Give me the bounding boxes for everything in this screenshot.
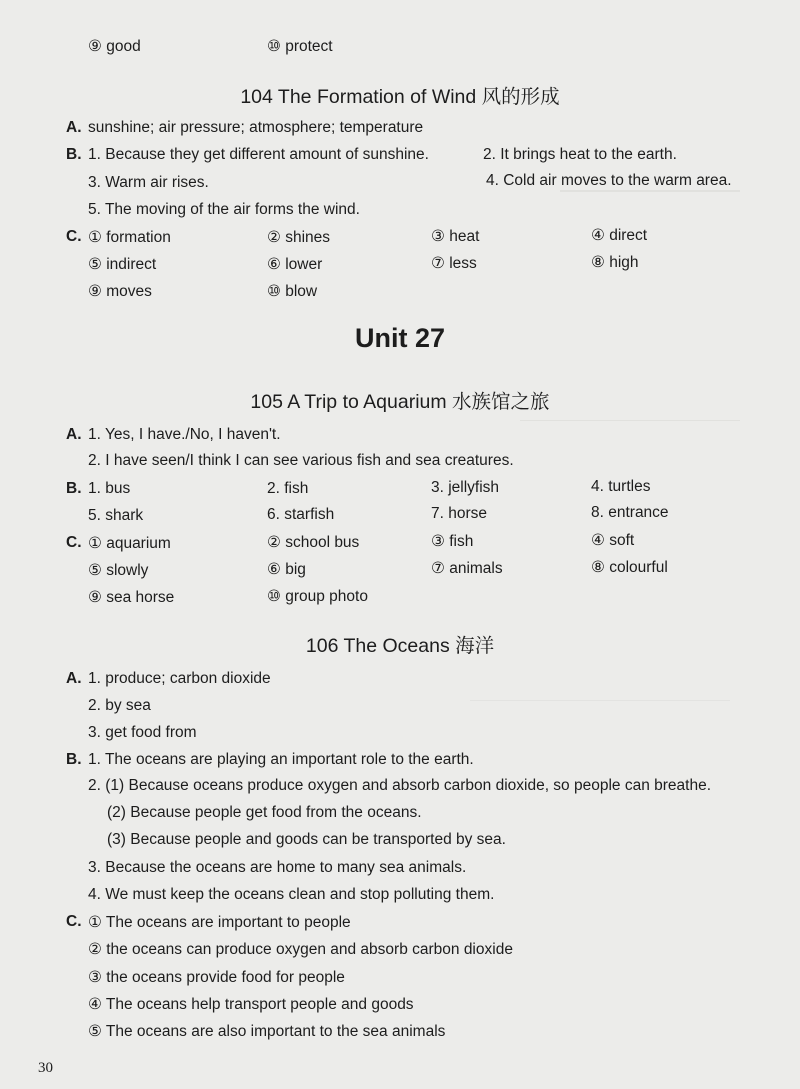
s105-B-item: 3. jellyfish bbox=[431, 479, 500, 496]
unit-heading: Unit 27 bbox=[354, 323, 446, 353]
s105-B-item: 8. entrance bbox=[591, 504, 669, 521]
s104-C-item: ⑦ less bbox=[431, 255, 477, 272]
bleed-through-decoration bbox=[520, 420, 740, 422]
s104-C-item: ⑤ indirect bbox=[88, 256, 157, 273]
section-106-title: 106 The Oceans 海洋 bbox=[305, 635, 495, 657]
s104-C-item: ⑩ blow bbox=[267, 283, 318, 300]
s104-C-item: ⑧ high bbox=[591, 254, 639, 271]
s105-B-item: 4. turtles bbox=[591, 478, 651, 495]
s105-C-item: ③ fish bbox=[431, 533, 474, 550]
s106-A3: 3. get food from bbox=[88, 724, 197, 741]
s104-B4: 4. Cold air moves to the warm area. bbox=[486, 172, 732, 189]
s106-B-label: B. bbox=[66, 751, 82, 768]
s106-C4: ④ The oceans help transport people and goods bbox=[88, 996, 414, 1013]
bleed-through-decoration bbox=[470, 700, 730, 702]
s104-B3: 3. Warm air rises. bbox=[88, 174, 209, 191]
s104-A-label: A. bbox=[66, 119, 82, 136]
s105-A-label: A. bbox=[66, 426, 82, 443]
s106-C-label: C. bbox=[66, 913, 82, 930]
s106-B1: 1. The oceans are playing an important role to the earth. bbox=[88, 751, 474, 768]
s105-B-item: 1. bus bbox=[88, 480, 131, 497]
s105-C-label: C. bbox=[66, 534, 82, 551]
s106-C5: ⑤ The oceans are also important to the sea animals bbox=[88, 1023, 446, 1040]
s105-B-label: B. bbox=[66, 480, 82, 497]
s104-C-label: C. bbox=[66, 228, 82, 245]
s106-B3: 3. Because the oceans are home to many sea animals. bbox=[88, 859, 467, 876]
s104-C-item: ③ heat bbox=[431, 228, 480, 245]
s104-C-item: ① formation bbox=[88, 229, 171, 246]
s106-B4: 4. We must keep the oceans clean and stop polluting them. bbox=[88, 886, 495, 903]
s105-C-item: ① aquarium bbox=[88, 535, 171, 552]
section-105-title: 105 A Trip to Aquarium 水族馆之旅 bbox=[250, 391, 550, 413]
s105-B-item: 6. starfish bbox=[267, 506, 335, 523]
s105-B-item: 5. shark bbox=[88, 507, 144, 524]
s104-B-label: B. bbox=[66, 146, 82, 163]
s106-A1: 1. produce; carbon dioxide bbox=[88, 670, 271, 687]
s104-C-item: ⑥ lower bbox=[267, 256, 323, 273]
s105-C-item: ⑥ big bbox=[267, 561, 306, 578]
page-number: 30 bbox=[38, 1060, 53, 1076]
s106-B2c: (3) Because people and goods can be transported by sea. bbox=[107, 831, 506, 848]
s105-C-item: ⑨ sea horse bbox=[88, 589, 175, 606]
s104-C-item: ④ direct bbox=[591, 227, 648, 244]
s106-A-label: A. bbox=[66, 670, 82, 687]
s106-A2: 2. by sea bbox=[88, 697, 151, 714]
section-104-title: 104 The Formation of Wind 风的形成 bbox=[240, 86, 560, 108]
s105-A1: 1. Yes, I have./No, I haven't. bbox=[88, 426, 281, 443]
s105-B-item: 7. horse bbox=[431, 505, 488, 522]
s105-C-item: ⑦ animals bbox=[431, 560, 503, 577]
s106-C2: ② the oceans can produce oxygen and absorb carbon dioxide bbox=[88, 941, 513, 958]
s104-B1: 1. Because they get different amount of sunshine. bbox=[88, 146, 429, 163]
s104-C-item: ② shines bbox=[267, 229, 331, 246]
s105-B-item: 2. fish bbox=[267, 480, 309, 497]
s106-B2b: (2) Because people get food from the oceans. bbox=[107, 804, 422, 821]
s105-C-item: ② school bus bbox=[267, 534, 360, 551]
s105-C-item: ⑧ colourful bbox=[591, 559, 668, 576]
s104-C-item: ⑨ moves bbox=[88, 283, 152, 300]
s106-B2a: 2. (1) Because oceans produce oxygen and absorb carbon dioxide, so people can breathe. bbox=[88, 777, 712, 794]
s104-B2: 2. It brings heat to the earth. bbox=[483, 146, 677, 163]
top-row-item: ⑨ good bbox=[88, 38, 141, 55]
s106-C3: ③ the oceans provide food for people bbox=[88, 969, 345, 986]
s105-A2: 2. I have seen/I think I can see various fish and sea creatures. bbox=[88, 452, 514, 469]
s105-C-item: ⑩ group photo bbox=[267, 588, 368, 605]
s105-C-item: ④ soft bbox=[591, 532, 635, 549]
top-row-item: ⑩ protect bbox=[267, 38, 333, 55]
s105-C-item: ⑤ slowly bbox=[88, 562, 149, 579]
s106-C1: ① The oceans are important to people bbox=[88, 914, 351, 931]
s104-A-answer: sunshine; air pressure; atmosphere; temperature bbox=[88, 119, 424, 136]
s104-B5: 5. The moving of the air forms the wind. bbox=[88, 201, 360, 218]
